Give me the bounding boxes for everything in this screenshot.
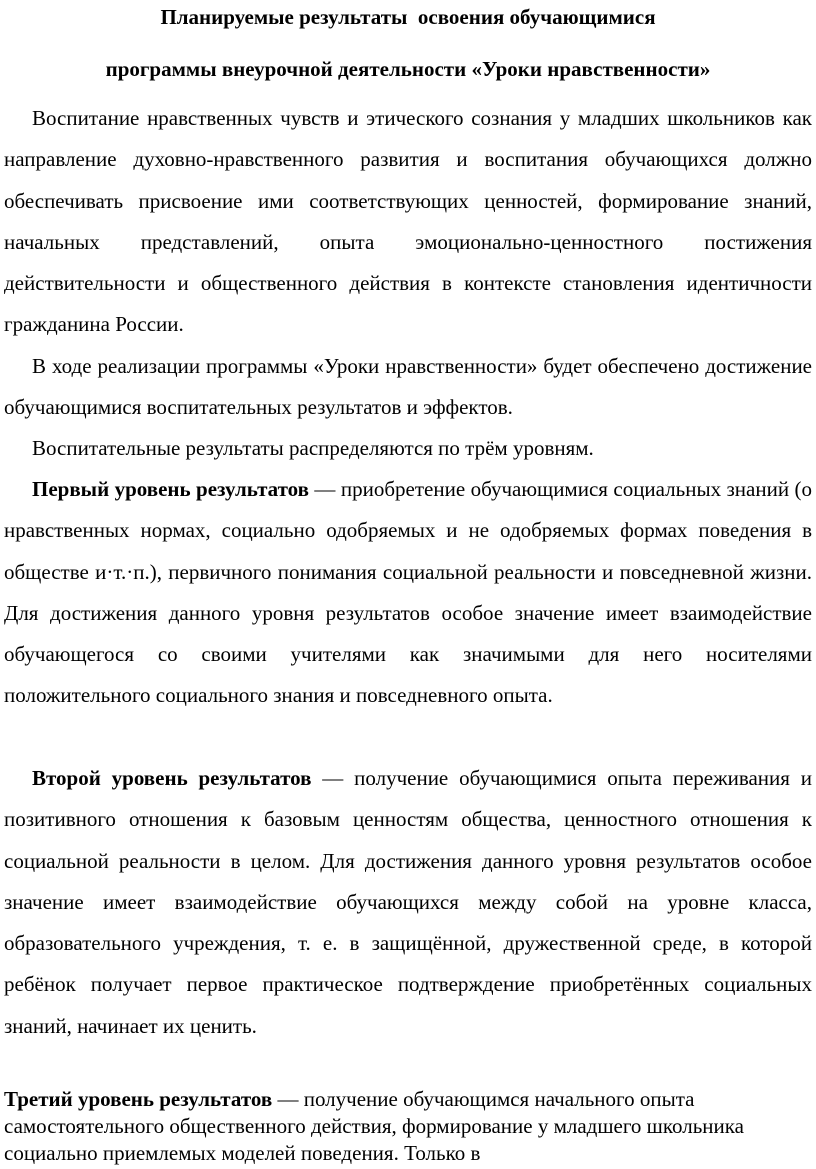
- level-2-heading: Второй уровень результатов: [32, 766, 312, 790]
- paragraph-levels-intro: Воспитательные результаты распределяются по трём уровням.: [32, 436, 594, 460]
- paragraph-program: В ходе реализации программы «Уроки нравственности» будет обеспечено достижение обучающимися воспитательных результатов и эффектов.: [4, 354, 812, 420]
- level-3-heading: Третий уровень результатов: [4, 1087, 273, 1111]
- level-1-heading: Первый уровень результатов: [32, 477, 309, 501]
- document-title-line-2: программы внеурочной деятельности «Уроки нравственности»: [105, 57, 711, 81]
- document-title-line-1: Планируемые результаты освоения обучающимися: [160, 5, 656, 29]
- paragraph-level-2: [4, 758, 812, 1047]
- paragraph-level-1: [4, 469, 812, 717]
- paragraph-level-3: [4, 1086, 812, 1167]
- paragraph-intro: Воспитание нравственных чувств и этического сознания у младших школьников как направление духовно-нравственного развития и воспитания обучающихся должно обеспечивать присвоение ими соответствующих ценностей, формирование знаний, начальных представлений, опыта эмоционально-ценностного постижения действительности и общественного действия в контексте становления идентичности гражданина России.: [4, 106, 812, 337]
- level-2-text: — получение обучающимися опыта переживания и позитивного отношения к базовым ценностям общества, ценностного отношения к социальной реальности в целом. Для достижения данного уровня результатов особое значение имеет взаимодействие обучающихся между собой на уровне класса, образовательного учреждения, т. е. в защищённой, дружественной среде, в которой ребёнок получает первое практическое подтверждение приобретённых социальных знаний, начинает их ценить.: [4, 766, 813, 1038]
- level-1-text: — приобретение обучающимися социальных знаний (о нравственных нормах, социально одобряемых и не одобряемых формах поведения в обществе и·т.·п.), первичного понимания социальной реальности и повседневной жизни. Для достижения данного уровня результатов особое значение имеет взаимодействие обучающегося со своими учителями как значимыми для него носителями положительного социального знания и повседневного опыта.: [4, 477, 812, 708]
- level-3-text: — получение обучающимся начального опыта самостоятельного общественного действия, формирование у младшего школьника социально приемлемых моделей поведения. Только в: [4, 1087, 744, 1165]
